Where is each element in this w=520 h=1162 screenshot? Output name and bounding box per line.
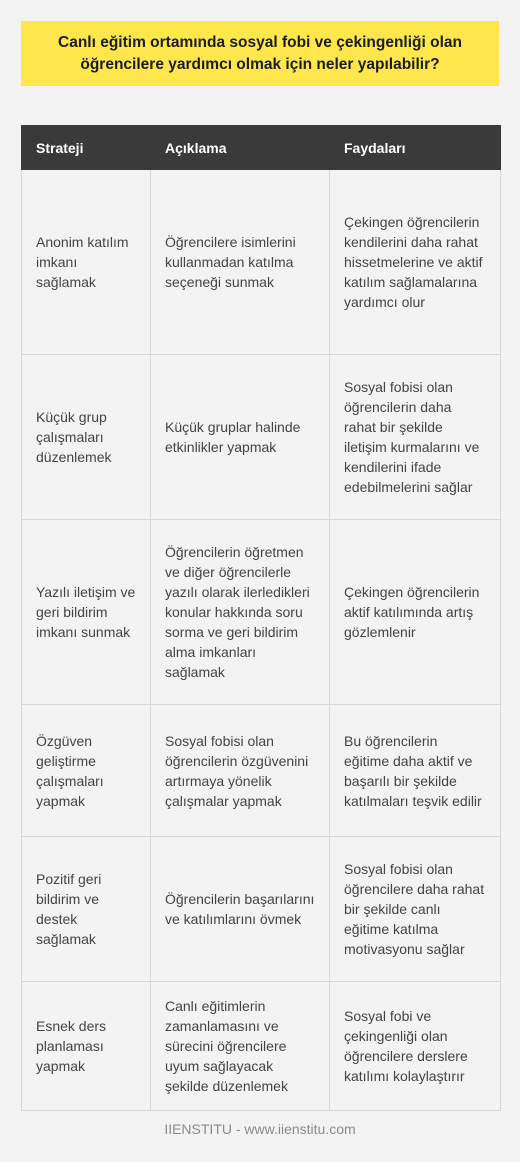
cell-strategy: Pozitif geri bildirim ve destek sağlamak: [22, 837, 151, 982]
header-benefits: Faydaları: [330, 126, 501, 170]
cell-strategy: Yazılı iletişim ve geri bildirim imkanı sunmak: [22, 520, 151, 705]
strategy-table: [21, 125, 501, 1111]
cell-benefits: Sosyal fobisi olan öğrencilerin daha rahat bir şekilde iletişim kurmalarını ve kendilerini ifade edebilmelerini sağlar: [330, 355, 501, 520]
table-row: [22, 170, 501, 355]
cell-strategy: Özgüven geliştirme çalışmaları yapmak: [22, 705, 151, 837]
cell-benefits: Bu öğrencilerin eğitime daha aktif ve başarılı bir şekilde katılmaları teşvik edilir: [330, 705, 501, 837]
cell-description: Öğrencilerin öğretmen ve diğer öğrencilerle yazılı olarak ilerledikleri konular hakkında soru sorma ve geri bildirim alma imkanları sağlamak: [151, 520, 330, 705]
cell-description: Öğrencilerin başarılarını ve katılımlarını övmek: [151, 837, 330, 982]
table-header-row: [22, 126, 501, 170]
cell-description: Küçük gruplar halinde etkinlikler yapmak: [151, 355, 330, 520]
cell-benefits: Çekingen öğrencilerin aktif katılımında artış gözlemlenir: [330, 520, 501, 705]
table-row: [22, 982, 501, 1111]
cell-strategy: Esnek ders planlaması yapmak: [22, 982, 151, 1111]
table-row: [22, 355, 501, 520]
footer-credit: IIENSTITU - www.iienstitu.com: [164, 1121, 356, 1137]
table-row: [22, 520, 501, 705]
table-row: [22, 837, 501, 982]
cell-benefits: Sosyal fobisi olan öğrencilere daha rahat bir şekilde canlı eğitime katılma motivasyonu sağlar: [330, 837, 501, 982]
header-strategy: Strateji: [22, 126, 151, 170]
cell-description: Öğrencilere isimlerini kullanmadan katılma seçeneği sunmak: [151, 170, 330, 355]
cell-description: Sosyal fobisi olan öğrencilerin özgüvenini artırmaya yönelik çalışmalar yapmak: [151, 705, 330, 837]
cell-strategy: Küçük grup çalışmaları düzenlemek: [22, 355, 151, 520]
table-row: [22, 705, 501, 837]
title-banner: [21, 21, 499, 86]
cell-description: Canlı eğitimlerin zamanlamasını ve sürecini öğrencilere uyum sağlayacak şekilde düzenlemek: [151, 982, 330, 1111]
cell-strategy: Anonim katılım imkanı sağlamak: [22, 170, 151, 355]
page-title: Canlı eğitim ortamında sosyal fobi ve çekingenliği olan öğrencilere yardımcı olmak için neler yapılabilir?: [58, 33, 462, 73]
cell-benefits: Sosyal fobi ve çekingenliği olan öğrencilere derslere katılımı kolaylaştırır: [330, 982, 501, 1111]
cell-benefits: Çekingen öğrencilerin kendilerini daha rahat hissetmelerine ve aktif katılım sağlamalarına yardımcı olur: [330, 170, 501, 355]
header-description: Açıklama: [151, 126, 330, 170]
